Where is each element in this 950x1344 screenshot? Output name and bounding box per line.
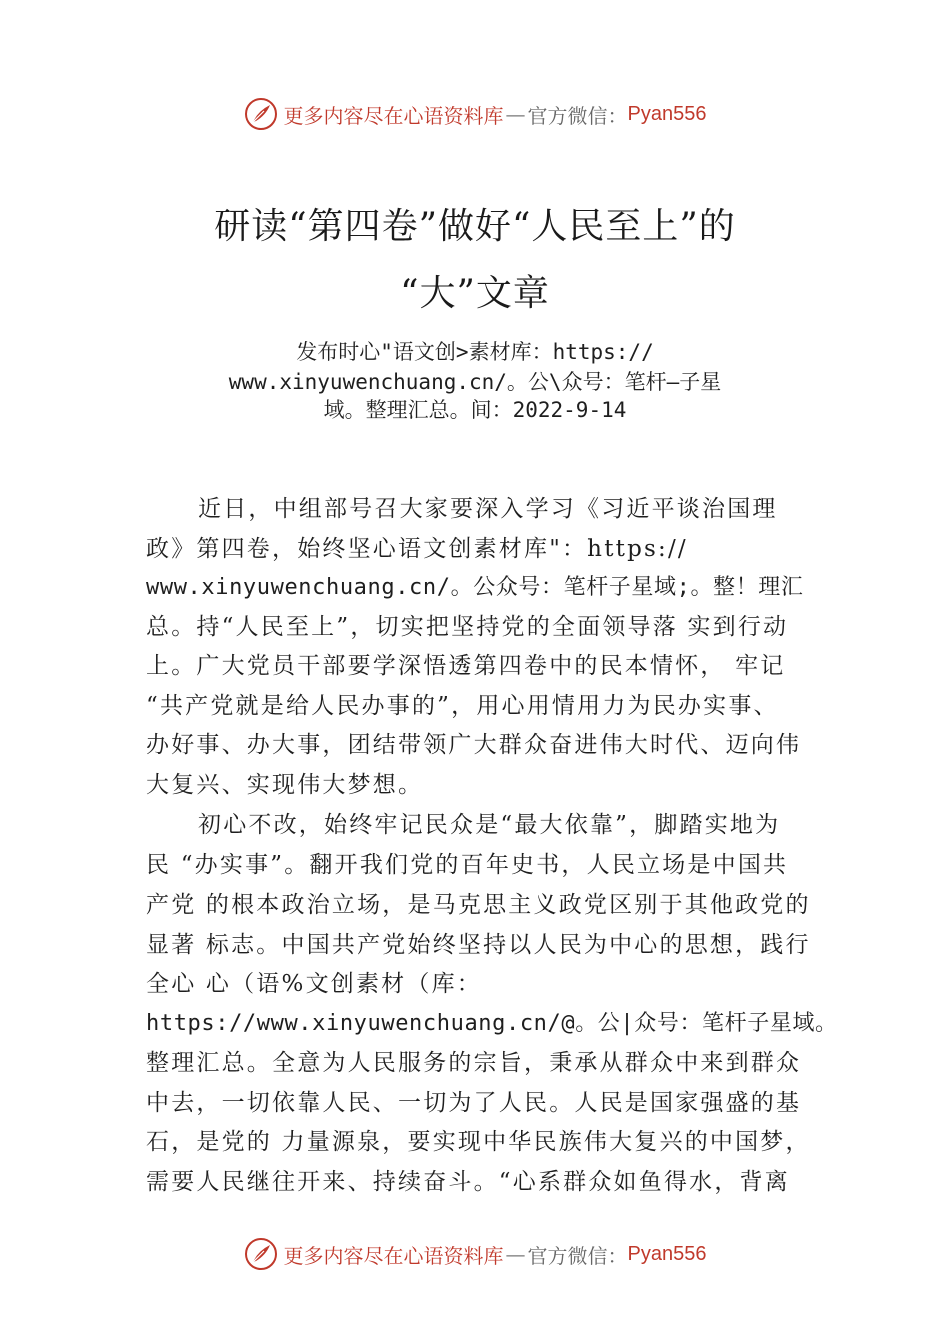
- body-line: 产党 的根本政治立场，是马克思主义政党区别于其他政党的: [146, 892, 811, 918]
- body-line: 石，是党的 力量源泉，要实现中华民族伟大复兴的中国梦，: [146, 1129, 811, 1155]
- body-line: 上。广大党员干部要学深悟透第四卷中的民本情怀， 牢记: [146, 653, 786, 679]
- banner-promo-text: 更多内容尽在心语资料库: [283, 103, 504, 128]
- body-line: 初心不改，始终牢记民众是“最大依靠”，脚踏实地为: [198, 812, 781, 838]
- body-line: 政》第四卷，始终坚心语文创素材库"：https://: [146, 536, 688, 562]
- body-line: 办好事、办大事，团结带领广大群众奋进伟大时代、迈向伟: [146, 732, 802, 758]
- body-line: 总。持“人民至上”，切实把坚持党的全面领导落 实到行动: [146, 614, 789, 640]
- banner-separator: —: [505, 102, 526, 126]
- meta-line-3: 域。整理汇总。间：2022-9-14: [323, 398, 627, 422]
- body-line: 显著 标志。中国共产党始终坚持以人民为中心的思想，践行: [146, 932, 811, 958]
- banner-wechat-id: Pyan556: [627, 1242, 707, 1265]
- body-line: 民 “办实事”。翻开我们党的百年史书，人民立场是中国共: [146, 852, 789, 878]
- body-line: www.xinyuwenchuang.cn/。公众号：笔杆子星域;。整！理汇: [146, 575, 804, 600]
- body-line: 全心 心（语%文创素材（库：: [146, 971, 482, 997]
- header-watermark-banner: [0, 94, 950, 134]
- footer-watermark-banner: [0, 1234, 950, 1274]
- quill-logo-icon: [244, 97, 278, 131]
- body-line: 中去，一切依靠人民、一切为了人民。人民是国家强盛的基: [146, 1090, 802, 1116]
- banner-wechat-id: Pyan556: [627, 102, 707, 125]
- meta-line-2: www.xinyuwenchuang.cn/。公\众号：笔杆—子星: [228, 370, 722, 394]
- body-line: “共产党就是给人民办事的”，用心用情用力为民办实事、: [146, 693, 779, 719]
- quill-logo-icon: [244, 1237, 278, 1271]
- body-line: 需要人民继往开来、持续奋斗。“心系群众如鱼得水，背离: [146, 1169, 790, 1195]
- banner-promo-text: 更多内容尽在心语资料库: [283, 1243, 504, 1268]
- banner-wechat-label: 官方微信：: [527, 1243, 628, 1268]
- body-line: 近日，中组部号召大家要深入学习《习近平谈治国理: [198, 496, 778, 522]
- body-line: 整理汇总。全意为人民服务的宗旨，秉承从群众中来到群众: [146, 1050, 802, 1076]
- banner-separator: —: [505, 1242, 526, 1266]
- document-title-line-1: 研读“第四卷”做好“人民至上”的: [214, 206, 736, 247]
- body-line: 大复兴、实现伟大梦想。: [146, 772, 424, 798]
- meta-line-1: 发布时心"语文创>素材库：https://: [296, 340, 654, 364]
- document-title-line-2: “大”文章: [400, 273, 550, 314]
- banner-wechat-label: 官方微信：: [527, 103, 628, 128]
- body-line: https://www.xinyuwenchuang.cn/@。公|众号：笔杆子星域。: [146, 1011, 838, 1036]
